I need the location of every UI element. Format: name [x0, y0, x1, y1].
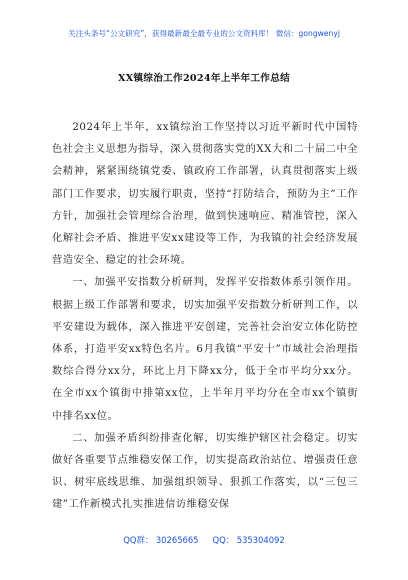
paragraph-intro: 2024年上半年，xx镇综治工作坚持以习近平新时代中国特色社会主义思想为指导，深入贯彻落实党的XX大和二十届二中全会精神，紧紧围绕镇党委、镇政府工作部署，认真贯彻落实上级部门工作要求，切实履行职责，坚持“打防结合，预防为主”工作方针，加强社会管理综合治理，做到快速响应、精准管控，深入化解社会矛盾、推进平安xx建设等工作，为我镇的社会经济发展营造安全、稳定的社会环境。: [52, 122, 358, 267]
promo-banner: 关注头条号“公文研究”，获得最新最全最专业的公文资料库！ 微信：gongwenyj: [68, 29, 340, 38]
footer-contact: [0, 534, 408, 546]
document-body: [52, 117, 358, 517]
footer-qq-number: QQ： 535304092: [212, 535, 285, 545]
paragraph-section-one: 一、加强平安指数分析研判，发挥平安指数体系引领作用。根据上级工作部署和要求，切实加强平安指数分析研判工作，以平安建设为载体，深入推进平安创建，完善社会治安立体化防控体系，打造平安xx特色名片。6月我镇“平安十”市域社会治理指数综合得分xx分，环比上月下降xx分，低于全市平均分xx分。在全市xx个镇街中排第xx位，上半年月平均分在全市xx个镇街中排名xx位。: [52, 277, 358, 422]
document-title: XX镇综治工作2024年上半年工作总结: [117, 73, 290, 84]
paragraph-section-two: 二、加强矛盾纠纷排查化解，切实维护辖区社会稳定。切实做好各重要节点维稳安保工作，切实提高政治站位、增强责任意识、树牢底线思维、加强组织领导、狠抓工作落实，以“三包三建”工作新模式扎实推进信访维稳安保: [52, 432, 358, 511]
footer-qq-group: QQ群： 30265665: [123, 535, 199, 545]
